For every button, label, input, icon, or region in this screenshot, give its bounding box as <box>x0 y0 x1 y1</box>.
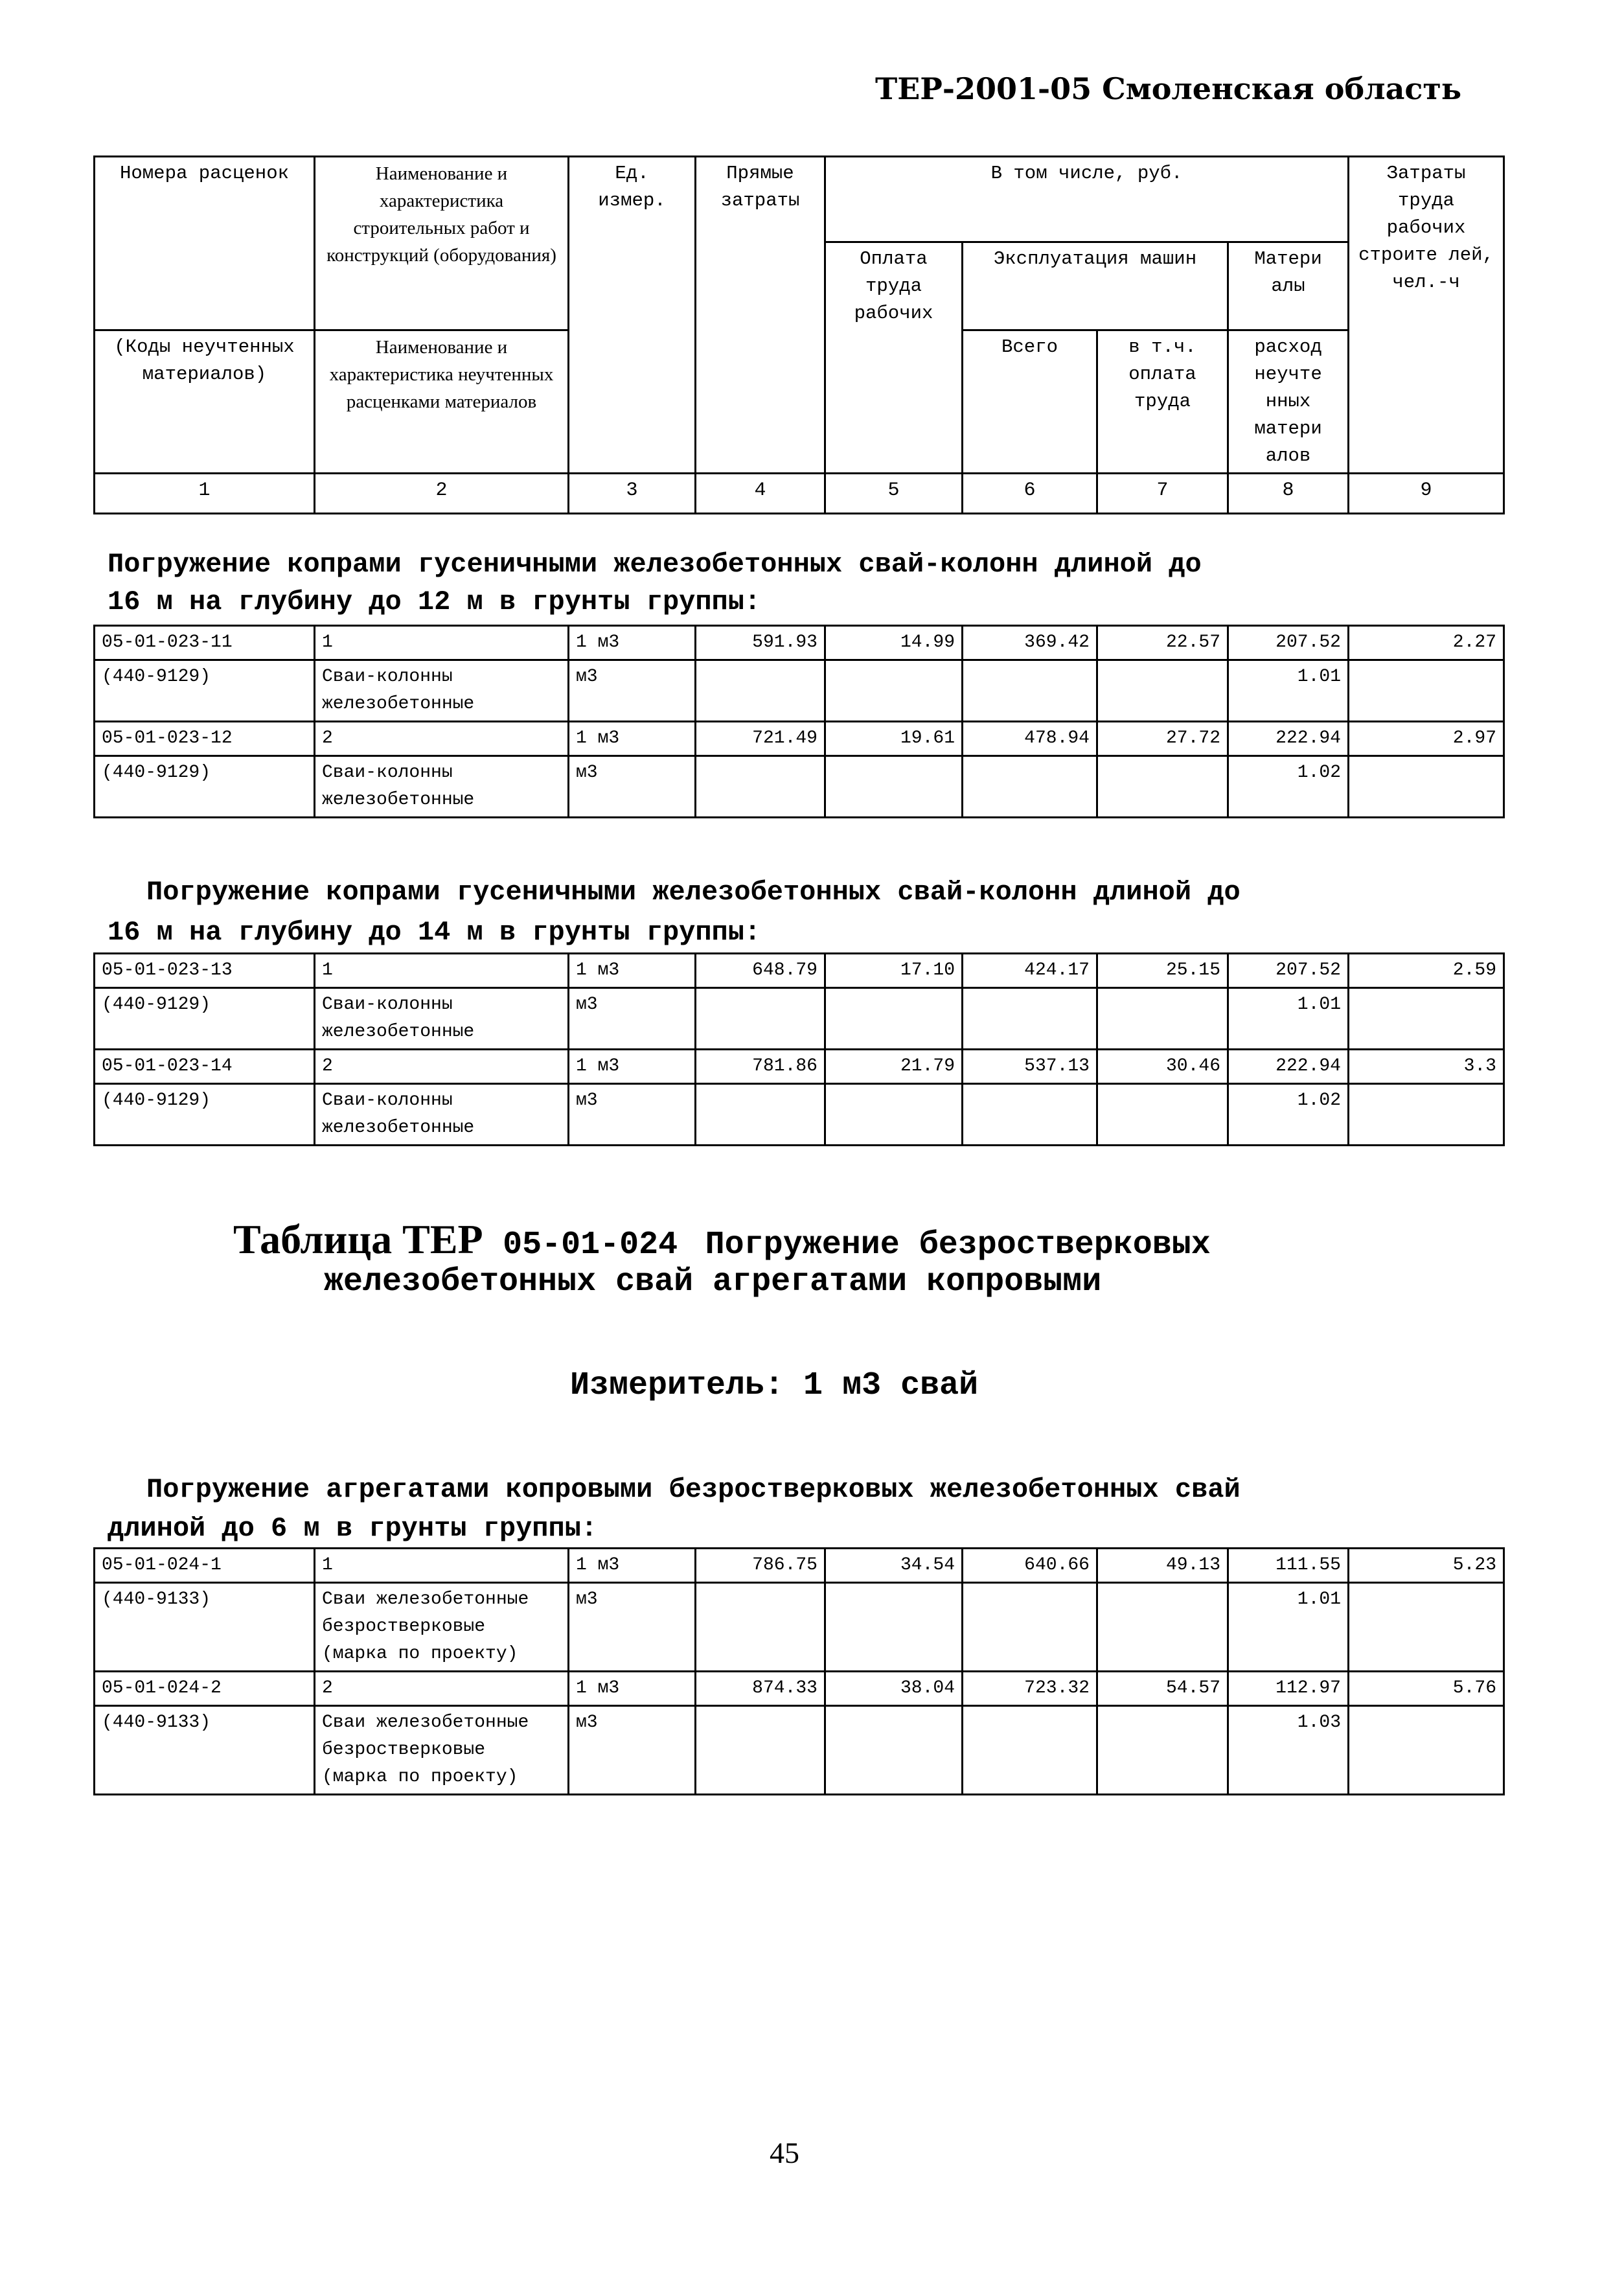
col-number: 7 <box>1097 474 1228 514</box>
labor-hours-cell <box>1349 1583 1504 1672</box>
labor-hours-cell: 2.97 <box>1349 722 1504 756</box>
section-caption-line2: 16 м на глубину до 12 м в грунты группы: <box>108 586 761 617</box>
labor-hours-cell <box>1349 1084 1504 1146</box>
rate-code-cell: (440-9133) <box>95 1706 315 1795</box>
col2-header: Наименование и характеристика строительных работ и конструкций (оборудования) <box>315 157 569 330</box>
direct-costs-cell <box>696 660 825 722</box>
labor-pay-cell: 34.54 <box>825 1549 963 1583</box>
description-cell: Сваи железобетонные безростверковые (марка по проекту) <box>315 1583 569 1672</box>
labor-hours-cell: 3.3 <box>1349 1050 1504 1084</box>
materials-cell: 111.55 <box>1228 1549 1349 1583</box>
col9-header: Затраты труда рабочих строите лей, чел.-ч <box>1349 157 1504 474</box>
rate-code-cell: 05-01-023-11 <box>95 626 315 660</box>
rate-row <box>95 954 1504 988</box>
labor-hours-cell <box>1349 660 1504 722</box>
description-cell: 1 <box>315 954 569 988</box>
rate-code-cell: 05-01-023-14 <box>95 1050 315 1084</box>
direct-costs-cell: 591.93 <box>696 626 825 660</box>
table-title-line1 <box>233 1216 1211 1263</box>
rate-code-cell: (440-9129) <box>95 660 315 722</box>
machines-labor-cell <box>1097 1706 1228 1795</box>
machines-total-cell: 723.32 <box>963 1672 1097 1706</box>
labor-hours-cell: 2.27 <box>1349 626 1504 660</box>
col4-header: Прямые затраты <box>696 157 825 474</box>
direct-costs-cell <box>696 1084 825 1146</box>
direct-costs-cell: 721.49 <box>696 722 825 756</box>
machines-total-cell <box>963 988 1097 1050</box>
direct-costs-cell: 781.86 <box>696 1050 825 1084</box>
rate-code-cell: 05-01-024-2 <box>95 1672 315 1706</box>
labor-pay-cell <box>825 1084 963 1146</box>
material-row <box>95 1583 1504 1672</box>
direct-costs-cell: 648.79 <box>696 954 825 988</box>
materials-cell: 1.01 <box>1228 1583 1349 1672</box>
unit-cell: м3 <box>569 1583 696 1672</box>
materials-cell: 1.02 <box>1228 1084 1349 1146</box>
column-header-table <box>93 156 1505 514</box>
labor-pay-cell: 21.79 <box>825 1050 963 1084</box>
machines-total-cell <box>963 756 1097 818</box>
material-row <box>95 660 1504 722</box>
labor-pay-cell <box>825 988 963 1050</box>
materials-cell: 207.52 <box>1228 626 1349 660</box>
including-header: В том числе, руб. <box>825 157 1349 242</box>
materials-cell: 207.52 <box>1228 954 1349 988</box>
machines-labor-cell: 30.46 <box>1097 1050 1228 1084</box>
table-title-name: Погружение безростверковых <box>705 1227 1211 1263</box>
labor-pay-cell: 17.10 <box>825 954 963 988</box>
table-title-prefix: Таблица ТЕР <box>233 1216 483 1262</box>
unit-cell: м3 <box>569 660 696 722</box>
col6-header: Всего <box>963 330 1097 474</box>
section-caption-line2: длиной до 6 м в грунты группы: <box>108 1513 598 1544</box>
direct-costs-cell <box>696 988 825 1050</box>
page-number: 45 <box>770 2136 799 2169</box>
labor-pay-cell: 19.61 <box>825 722 963 756</box>
description-cell: Сваи-колонны железобетонные <box>315 988 569 1050</box>
labor-hours-cell: 5.23 <box>1349 1549 1504 1583</box>
col5-header: Оплата труда рабочих <box>825 242 963 474</box>
section-caption-line1: Погружение агрегатами копровыми безростверковых железобетонных свай <box>146 1474 1241 1505</box>
materials-cell: 112.97 <box>1228 1672 1349 1706</box>
unit-cell: м3 <box>569 1084 696 1146</box>
description-cell: Сваи-колонны железобетонные <box>315 1084 569 1146</box>
description-cell: 1 <box>315 626 569 660</box>
materials-header: Матери алы <box>1228 242 1349 330</box>
labor-pay-cell <box>825 756 963 818</box>
col-number: 8 <box>1228 474 1349 514</box>
materials-cell: 1.03 <box>1228 1706 1349 1795</box>
rate-code-cell: (440-9129) <box>95 988 315 1050</box>
description-cell: 1 <box>315 1549 569 1583</box>
machines-total-cell: 478.94 <box>963 722 1097 756</box>
labor-hours-cell <box>1349 1706 1504 1795</box>
rate-row <box>95 1672 1504 1706</box>
rate-code-cell: (440-9133) <box>95 1583 315 1672</box>
labor-hours-cell <box>1349 756 1504 818</box>
labor-pay-cell <box>825 660 963 722</box>
material-row <box>95 1706 1504 1795</box>
section-caption-line1: Погружение копрами гусеничными железобетонных свай-колонн длиной до <box>146 877 1241 908</box>
machines-labor-cell: 49.13 <box>1097 1549 1228 1583</box>
column-numbers-row <box>95 474 1504 514</box>
description-cell: Сваи железобетонные безростверковые (марка по проекту) <box>315 1706 569 1795</box>
direct-costs-cell <box>696 1583 825 1672</box>
machines-total-cell <box>963 1706 1097 1795</box>
materials-cell: 222.94 <box>1228 722 1349 756</box>
description-cell: 2 <box>315 1672 569 1706</box>
unit-cell: 1 м3 <box>569 626 696 660</box>
machines-labor-cell: 22.57 <box>1097 626 1228 660</box>
table-title-code: 05-01-024 <box>503 1227 678 1263</box>
rate-row <box>95 1549 1504 1583</box>
direct-costs-cell <box>696 756 825 818</box>
rate-row <box>95 722 1504 756</box>
materials-cell: 1.01 <box>1228 988 1349 1050</box>
machines-total-cell: 369.42 <box>963 626 1097 660</box>
direct-costs-cell: 874.33 <box>696 1672 825 1706</box>
machines-total-cell <box>963 1583 1097 1672</box>
description-cell: Сваи-колонны железобетонные <box>315 660 569 722</box>
material-row <box>95 1084 1504 1146</box>
machines-total-cell: 424.17 <box>963 954 1097 988</box>
materials-cell: 222.94 <box>1228 1050 1349 1084</box>
labor-pay-cell <box>825 1583 963 1672</box>
machines-header: Эксплуатация машин <box>963 242 1228 330</box>
unit-cell: м3 <box>569 756 696 818</box>
rate-code-cell: 05-01-023-13 <box>95 954 315 988</box>
rate-row <box>95 626 1504 660</box>
rate-code-cell: 05-01-023-12 <box>95 722 315 756</box>
machines-labor-cell <box>1097 1583 1228 1672</box>
labor-hours-cell: 5.76 <box>1349 1672 1504 1706</box>
col7-header: в т.ч. оплата труда <box>1097 330 1228 474</box>
unit-cell: м3 <box>569 1706 696 1795</box>
machines-total-cell <box>963 660 1097 722</box>
labor-pay-cell <box>825 1706 963 1795</box>
description-cell: 2 <box>315 722 569 756</box>
material-row <box>95 756 1504 818</box>
machines-labor-cell <box>1097 660 1228 722</box>
col-number: 6 <box>963 474 1097 514</box>
col1-subheader: (Коды неучтенных материалов) <box>95 330 315 474</box>
section-caption-line1: Погружение копрами гусеничными железобетонных свай-колонн длиной до <box>108 549 1202 580</box>
unit-cell: 1 м3 <box>569 1549 696 1583</box>
rate-row <box>95 1050 1504 1084</box>
col-number: 9 <box>1349 474 1504 514</box>
unit-cell: 1 м3 <box>569 722 696 756</box>
rates-table-section-3 <box>93 1547 1505 1795</box>
unit-cell: 1 м3 <box>569 1050 696 1084</box>
col-number: 1 <box>95 474 315 514</box>
machines-labor-cell: 54.57 <box>1097 1672 1228 1706</box>
direct-costs-cell <box>696 1706 825 1795</box>
materials-cell: 1.02 <box>1228 756 1349 818</box>
machines-total-cell: 537.13 <box>963 1050 1097 1084</box>
machines-labor-cell <box>1097 988 1228 1050</box>
description-cell: 2 <box>315 1050 569 1084</box>
labor-hours-cell: 2.59 <box>1349 954 1504 988</box>
unit-cell: м3 <box>569 988 696 1050</box>
description-cell: Сваи-колонны железобетонные <box>315 756 569 818</box>
machines-labor-cell: 25.15 <box>1097 954 1228 988</box>
rates-table-section-1 <box>93 625 1505 818</box>
labor-hours-cell <box>1349 988 1504 1050</box>
rate-code-cell: (440-9129) <box>95 756 315 818</box>
col-number: 3 <box>569 474 696 514</box>
page-header-title: ТЕР-2001-05 Смоленская область <box>875 71 1462 106</box>
direct-costs-cell: 786.75 <box>696 1549 825 1583</box>
machines-labor-cell <box>1097 756 1228 818</box>
labor-pay-cell: 14.99 <box>825 626 963 660</box>
machines-labor-cell <box>1097 1084 1228 1146</box>
col-number: 5 <box>825 474 963 514</box>
machines-total-cell <box>963 1084 1097 1146</box>
rate-code-cell: (440-9129) <box>95 1084 315 1146</box>
col-number: 4 <box>696 474 825 514</box>
table-title-line2: железобетонных свай агрегатами копровыми <box>324 1263 1102 1300</box>
rate-code-cell: 05-01-024-1 <box>95 1549 315 1583</box>
col3-header: Ед. измер. <box>569 157 696 474</box>
rates-table-section-2 <box>93 952 1505 1146</box>
machines-total-cell: 640.66 <box>963 1549 1097 1583</box>
col1-header: Номера расценок <box>95 157 315 242</box>
col2-subheader: Наименование и характеристика неучтенных расценками материалов <box>315 330 569 474</box>
unit-cell: 1 м3 <box>569 1672 696 1706</box>
section-caption-line2: 16 м на глубину до 14 м в грунты группы: <box>108 917 761 948</box>
machines-labor-cell: 27.72 <box>1097 722 1228 756</box>
col-number: 2 <box>315 474 569 514</box>
col8-header: расход неучте нных матери алов <box>1228 330 1349 474</box>
material-row <box>95 988 1504 1050</box>
labor-pay-cell: 38.04 <box>825 1672 963 1706</box>
materials-cell: 1.01 <box>1228 660 1349 722</box>
unit-cell: 1 м3 <box>569 954 696 988</box>
col1-spacer <box>95 242 315 330</box>
meter-label: Измеритель: 1 м3 свай <box>570 1367 979 1404</box>
